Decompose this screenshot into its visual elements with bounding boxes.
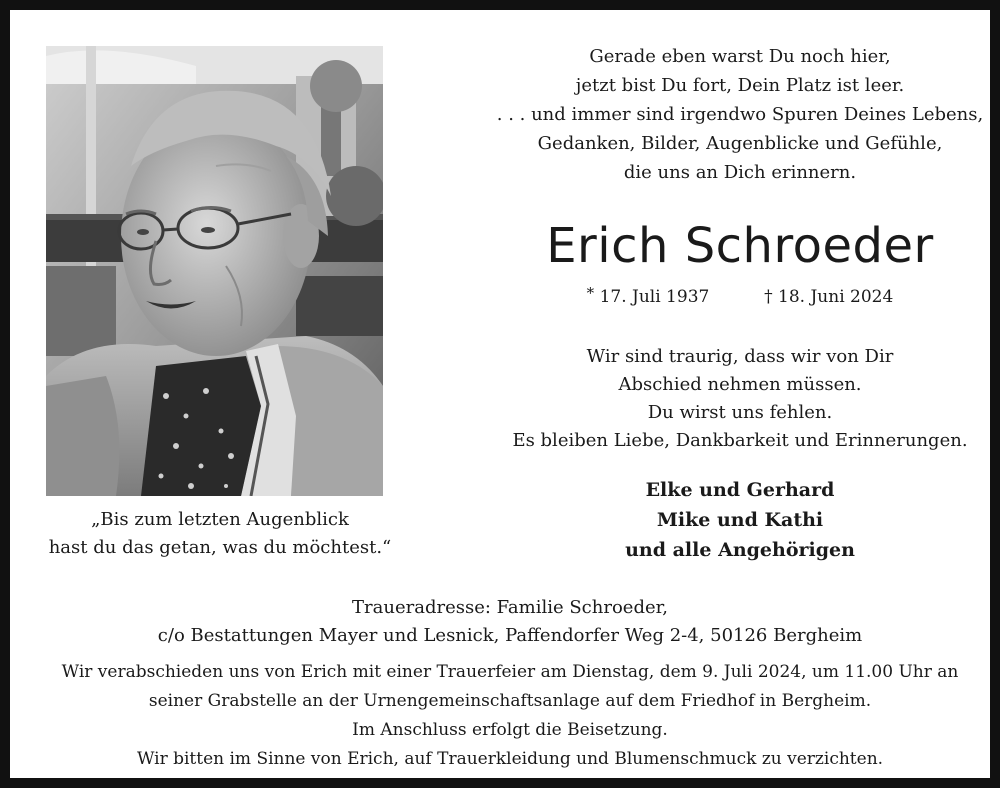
mourning-address [30, 594, 990, 650]
mourner-line: und alle Angehörigen [625, 539, 855, 561]
photo-caption [30, 506, 410, 562]
farewell-line: Du wirst uns fehlen. [647, 402, 833, 423]
portrait-photo [46, 46, 383, 496]
poem-line: . . . und immer sind irgendwo Spuren Deines Lebens, [496, 104, 984, 125]
deceased-name: Erich Schroeder [546, 218, 934, 274]
poem-line: Gerade eben warst Du noch hier, [589, 46, 891, 67]
address-line: Traueradresse: Familie Schroeder, [352, 597, 668, 618]
portrait-illustration [46, 46, 383, 496]
mourner-line: Elke und Gerhard [645, 479, 835, 501]
poem-line: Gedanken, Bilder, Augenblicke und Gefühle, [537, 133, 943, 154]
caption-line: hast du das getan, was du möchtest.“ [48, 537, 392, 558]
farewell-line: Es bleiben Liebe, Dankbarkeit und Erinnerungen. [512, 430, 968, 451]
address-line: c/o Bestattungen Mayer und Lesnick, Paffendorfer Weg 2-4, 50126 Bergheim [157, 625, 863, 646]
mourners-list [480, 475, 1000, 565]
birth-date: 17. Juli 1937 [599, 287, 710, 307]
farewell-text [480, 343, 1000, 455]
memorial-poem [480, 42, 1000, 187]
ceremony-line: Wir verabschieden uns von Erich mit einer Trauerfeier am Dienstag, dem 9. Juli 2024, um 11.00 Uhr an [61, 662, 959, 682]
ceremony-details [30, 658, 990, 774]
caption-line: „Bis zum letzten Augenblick [91, 509, 349, 530]
poem-line: jetzt bist Du fort, Dein Platz ist leer. [575, 75, 905, 96]
death-date: 18. Juni 2024 [778, 287, 894, 307]
mourner-line: Mike und Kathi [656, 509, 824, 531]
ceremony-line: Wir bitten im Sinne von Erich, auf Trauerkleidung und Blumenschmuck zu verzichten. [136, 749, 884, 769]
farewell-line: Wir sind traurig, dass wir von Dir [586, 346, 894, 367]
life-dates [480, 280, 1000, 310]
death-cross-icon: † [764, 287, 773, 307]
ceremony-line: Im Anschluss erfolgt die Beisetzung. [352, 720, 668, 740]
birth-star-icon: * [586, 284, 595, 302]
poem-line: die uns an Dich erinnern. [623, 162, 857, 183]
ceremony-line: seiner Grabstelle an der Urnengemeinschaftsanlage auf dem Friedhof in Bergheim. [148, 691, 872, 711]
farewell-line: Abschied nehmen müssen. [618, 374, 862, 395]
